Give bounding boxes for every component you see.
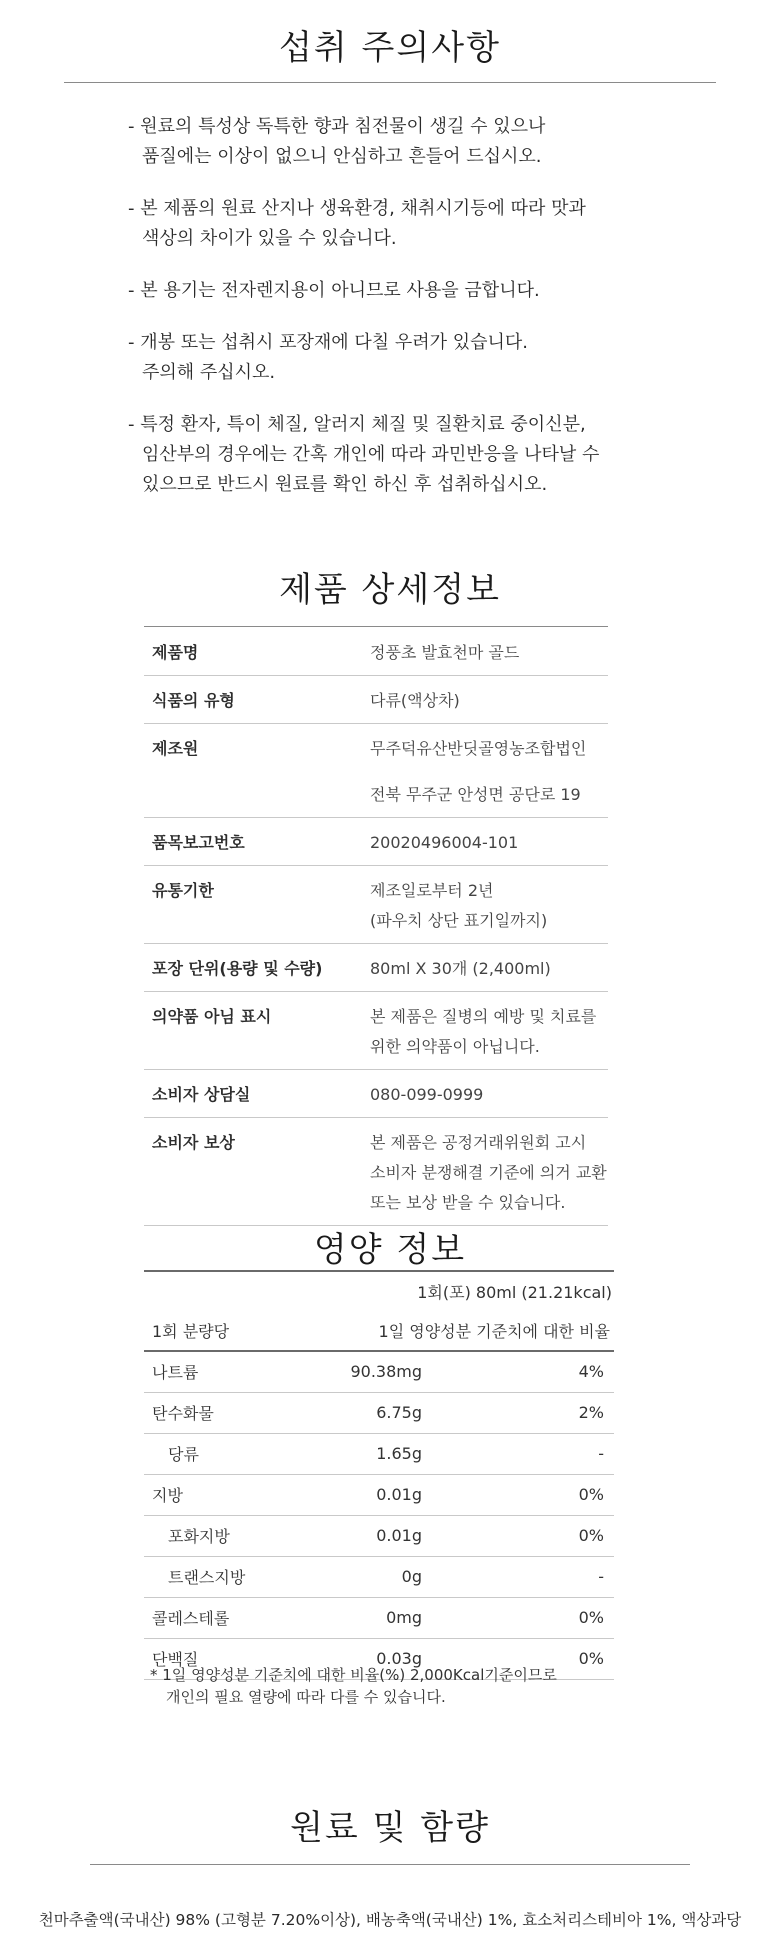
row-value: 전북 무주군 안성면 공단로 19 bbox=[370, 785, 581, 804]
row-value: 다류(액상차) bbox=[370, 691, 460, 710]
table-row bbox=[144, 1392, 614, 1433]
nutrient-percent: 0% bbox=[578, 1485, 604, 1504]
nutrient-name: 지방 bbox=[152, 1486, 183, 1505]
row-label: 제품명 bbox=[152, 643, 199, 662]
nutrient-name: 나트륨 bbox=[152, 1363, 199, 1383]
row-value: 소비자 분쟁해결 기준에 의거 교환 bbox=[370, 1163, 607, 1182]
table-row bbox=[144, 944, 608, 992]
caution-item bbox=[128, 112, 688, 172]
nutrient-name: 당류 bbox=[168, 1445, 199, 1464]
table-row bbox=[144, 1070, 608, 1118]
caution-line: - 개봉 또는 섭취시 포장재에 다칠 우려가 있습니다. bbox=[128, 332, 529, 353]
caution-line: - 원료의 특성상 독특한 향과 침전물이 생길 수 있으나 bbox=[128, 116, 546, 137]
table-row bbox=[144, 628, 608, 676]
nutrient-percent: 0% bbox=[578, 1608, 604, 1627]
nutrition-title: 영양 정보 bbox=[313, 1230, 467, 1270]
caution-line: 있으므로 반드시 원료를 확인 하신 후 섭취하십시오. bbox=[142, 474, 548, 495]
caution-item bbox=[128, 276, 688, 306]
row-value: 제조일로부터 2년 bbox=[370, 881, 494, 900]
header-daily-value: 1일 영양성분 기준치에 대한 비율 bbox=[378, 1321, 610, 1341]
product-title: 제품 상세정보 bbox=[279, 570, 501, 610]
row-label: 소비자 보상 bbox=[152, 1133, 235, 1152]
nutrient-amount: 1.65g bbox=[376, 1444, 422, 1463]
nutrient-amount: 90.38mg bbox=[350, 1362, 422, 1382]
table-row bbox=[144, 1118, 608, 1226]
nutrient-amount: 6.75g bbox=[376, 1403, 422, 1422]
ingredients-title: 원료 및 함량 bbox=[290, 1808, 490, 1848]
nutrient-amount: 0g bbox=[401, 1567, 422, 1586]
caution-item bbox=[128, 410, 688, 500]
caution-title: 섭취 주의사항 bbox=[279, 28, 501, 68]
nutrient-amount: 0.01g bbox=[376, 1485, 422, 1504]
table-row bbox=[144, 1515, 614, 1556]
nutrient-amount: 0.01g bbox=[376, 1526, 422, 1545]
nutrient-name: 단백질 bbox=[152, 1650, 199, 1669]
product-table-top-rule bbox=[144, 626, 608, 627]
footnote-line: * 1일 영양성분 기준치에 대한 비율(%) 2,000Kcal기준이므로 bbox=[150, 1666, 557, 1684]
row-label: 의약품 아님 표시 bbox=[152, 1007, 272, 1026]
nutrient-percent: - bbox=[598, 1567, 604, 1586]
table-row bbox=[144, 1433, 614, 1474]
nutrient-name: 포화지방 bbox=[168, 1527, 230, 1546]
row-value: 무주덕유산반딧골영농조합법인 bbox=[370, 739, 587, 758]
caution-line: - 본 제품의 원료 산지나 생육환경, 채취시기등에 따라 맛과 bbox=[128, 198, 586, 219]
nutrient-percent: 4% bbox=[578, 1362, 604, 1382]
nutrient-percent: 2% bbox=[578, 1403, 604, 1422]
nutrient-amount: 0.03g bbox=[376, 1649, 422, 1668]
row-value: 또는 보상 받을 수 있습니다. bbox=[370, 1193, 566, 1212]
caution-item bbox=[128, 194, 688, 254]
table-row bbox=[144, 1474, 614, 1515]
nutrition-top-rule bbox=[144, 1270, 614, 1272]
table-row bbox=[144, 724, 608, 818]
row-value: 위한 의약품이 아닙니다. bbox=[370, 1037, 540, 1056]
row-label: 제조원 bbox=[152, 739, 199, 758]
row-label: 품목보고번호 bbox=[152, 833, 245, 852]
caution-line: 색상의 차이가 있을 수 있습니다. bbox=[142, 228, 397, 249]
table-row bbox=[144, 1351, 614, 1392]
footnote-line: 개인의 필요 열량에 따라 다를 수 있습니다. bbox=[166, 1688, 446, 1706]
row-value: 20020496004-101 bbox=[370, 833, 519, 852]
row-label: 유통기한 bbox=[152, 881, 214, 900]
table-row bbox=[144, 818, 608, 866]
nutrient-percent: 0% bbox=[578, 1526, 604, 1545]
caution-line: 주의해 주십시오. bbox=[142, 362, 276, 383]
row-value: 080-099-0999 bbox=[370, 1085, 484, 1104]
serving-size: 1회(포) 80ml (21.21kcal) bbox=[417, 1283, 612, 1302]
nutrient-percent: 0% bbox=[578, 1649, 604, 1668]
row-label: 식품의 유형 bbox=[152, 691, 235, 710]
ingredients-divider bbox=[90, 1864, 690, 1865]
caution-line: - 특정 환자, 특이 체질, 알러지 체질 및 질환치료 중이신분, bbox=[128, 414, 586, 435]
row-label: 소비자 상담실 bbox=[152, 1085, 251, 1104]
nutrient-amount: 0mg bbox=[386, 1608, 422, 1627]
table-row bbox=[144, 866, 608, 944]
caution-item bbox=[128, 328, 688, 388]
row-value: 80ml X 30개 (2,400ml) bbox=[370, 959, 551, 978]
table-row bbox=[144, 992, 608, 1070]
row-value: 정풍초 발효천마 골드 bbox=[370, 643, 520, 662]
row-value: 본 제품은 질병의 예방 및 치료를 bbox=[370, 1007, 597, 1026]
nutrient-percent: - bbox=[598, 1444, 604, 1463]
row-label: 포장 단위(용량 및 수량) bbox=[152, 959, 323, 978]
caution-line: 품질에는 이상이 없으니 안심하고 흔들어 드십시오. bbox=[142, 146, 542, 167]
caution-line: 임산부의 경우에는 간혹 개인에 따라 과민반응을 나타날 수 bbox=[142, 444, 600, 465]
row-value: 본 제품은 공정거래위원회 고시 bbox=[370, 1133, 587, 1152]
nutrient-name: 탄수화물 bbox=[152, 1404, 214, 1423]
product-detail-table bbox=[144, 628, 608, 1226]
nutrition-table bbox=[144, 1310, 614, 1680]
caution-divider bbox=[64, 82, 716, 83]
caution-list bbox=[128, 112, 688, 522]
nutrition-header-row bbox=[144, 1310, 614, 1351]
ingredients-text: 천마추출액(국내산) 98% (고형분 7.20%이상), 배농축액(국내산) 1%, 효소처리스테비아 1%, 액상과당 bbox=[38, 1911, 742, 1929]
nutrient-name: 트랜스지방 bbox=[168, 1568, 246, 1587]
row-value: (파우치 상단 표기일까지) bbox=[370, 911, 548, 930]
nutrient-name: 콜레스테롤 bbox=[152, 1609, 230, 1628]
caution-line: - 본 용기는 전자렌지용이 아니므로 사용을 금합니다. bbox=[128, 280, 540, 301]
table-row bbox=[144, 1597, 614, 1638]
header-per-serving: 1회 분량당 bbox=[152, 1321, 230, 1341]
nutrition-footnote bbox=[150, 1664, 557, 1708]
table-row bbox=[144, 1556, 614, 1597]
table-row bbox=[144, 676, 608, 724]
